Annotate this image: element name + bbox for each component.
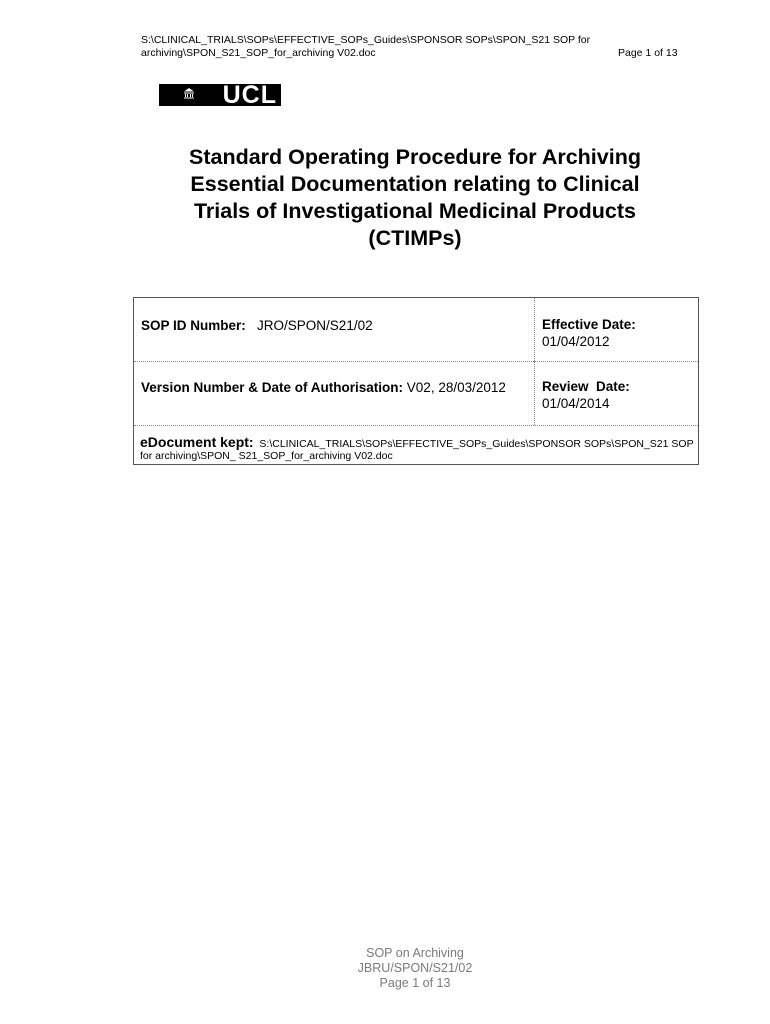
header-path-line-1: S:\CLINICAL_TRIALS\SOPs\EFFECTIVE_SOPs_Guides\SPONSOR SOPs\SPON_S21 SOP for (141, 34, 591, 46)
effective-date-label: Effective Date: (542, 317, 636, 332)
sop-details-table (133, 297, 699, 465)
table-row-sop-id (134, 298, 698, 362)
header-page-number: Page 1 of 13 (618, 47, 678, 59)
header-file-path (141, 34, 601, 60)
portico-icon (183, 87, 195, 99)
table-row-edocument (134, 425, 698, 465)
title-line-2: Essential Documentation relating to Clinical (190, 172, 640, 196)
edocument-path: S:\CLINICAL_TRIALS\SOPs\EFFECTIVE_SOPs_Guides\SPONSOR SOPs\SPON_S21 SOP for archiving\SPON_ S21_SOP_for_archiving V02.doc (140, 438, 694, 462)
version-value: V02, 28/03/2012 (406, 380, 506, 395)
cell-effective-date (535, 298, 698, 361)
title-line-3: Trials of Investigational Medicinal Products (193, 199, 637, 223)
footer-line-1: SOP on Archiving (366, 946, 464, 960)
cell-sop-id (134, 298, 535, 361)
footer-line-3: Page 1 of 13 (379, 976, 451, 990)
document-title (150, 144, 680, 252)
sop-id-label: SOP ID Number: (141, 318, 246, 333)
review-date-value: 01/04/2014 (542, 396, 610, 411)
effective-date-value: 01/04/2012 (542, 334, 610, 349)
page-footer (300, 946, 530, 991)
footer-line-2: JBRU/SPON/S21/02 (357, 961, 473, 975)
header-path-line-2: archiving\SPON_S21_SOP_for_archiving V02.doc (141, 47, 376, 59)
version-label: Version Number & Date of Authorisation: (141, 380, 404, 395)
cell-review-date (535, 361, 698, 425)
cell-version (134, 361, 535, 425)
review-date-label: Review Date: (542, 379, 630, 394)
title-line-1: Standard Operating Procedure for Archiving (189, 145, 641, 169)
table-row-version (134, 361, 698, 426)
logo-text: UCL (222, 81, 277, 109)
edocument-location (140, 436, 696, 462)
edocument-label: eDocument kept: (140, 434, 254, 450)
ucl-logo (159, 81, 281, 109)
title-line-4: (CTIMPs) (368, 226, 462, 250)
sop-id-value: JRO/SPON/S21/02 (257, 318, 373, 333)
